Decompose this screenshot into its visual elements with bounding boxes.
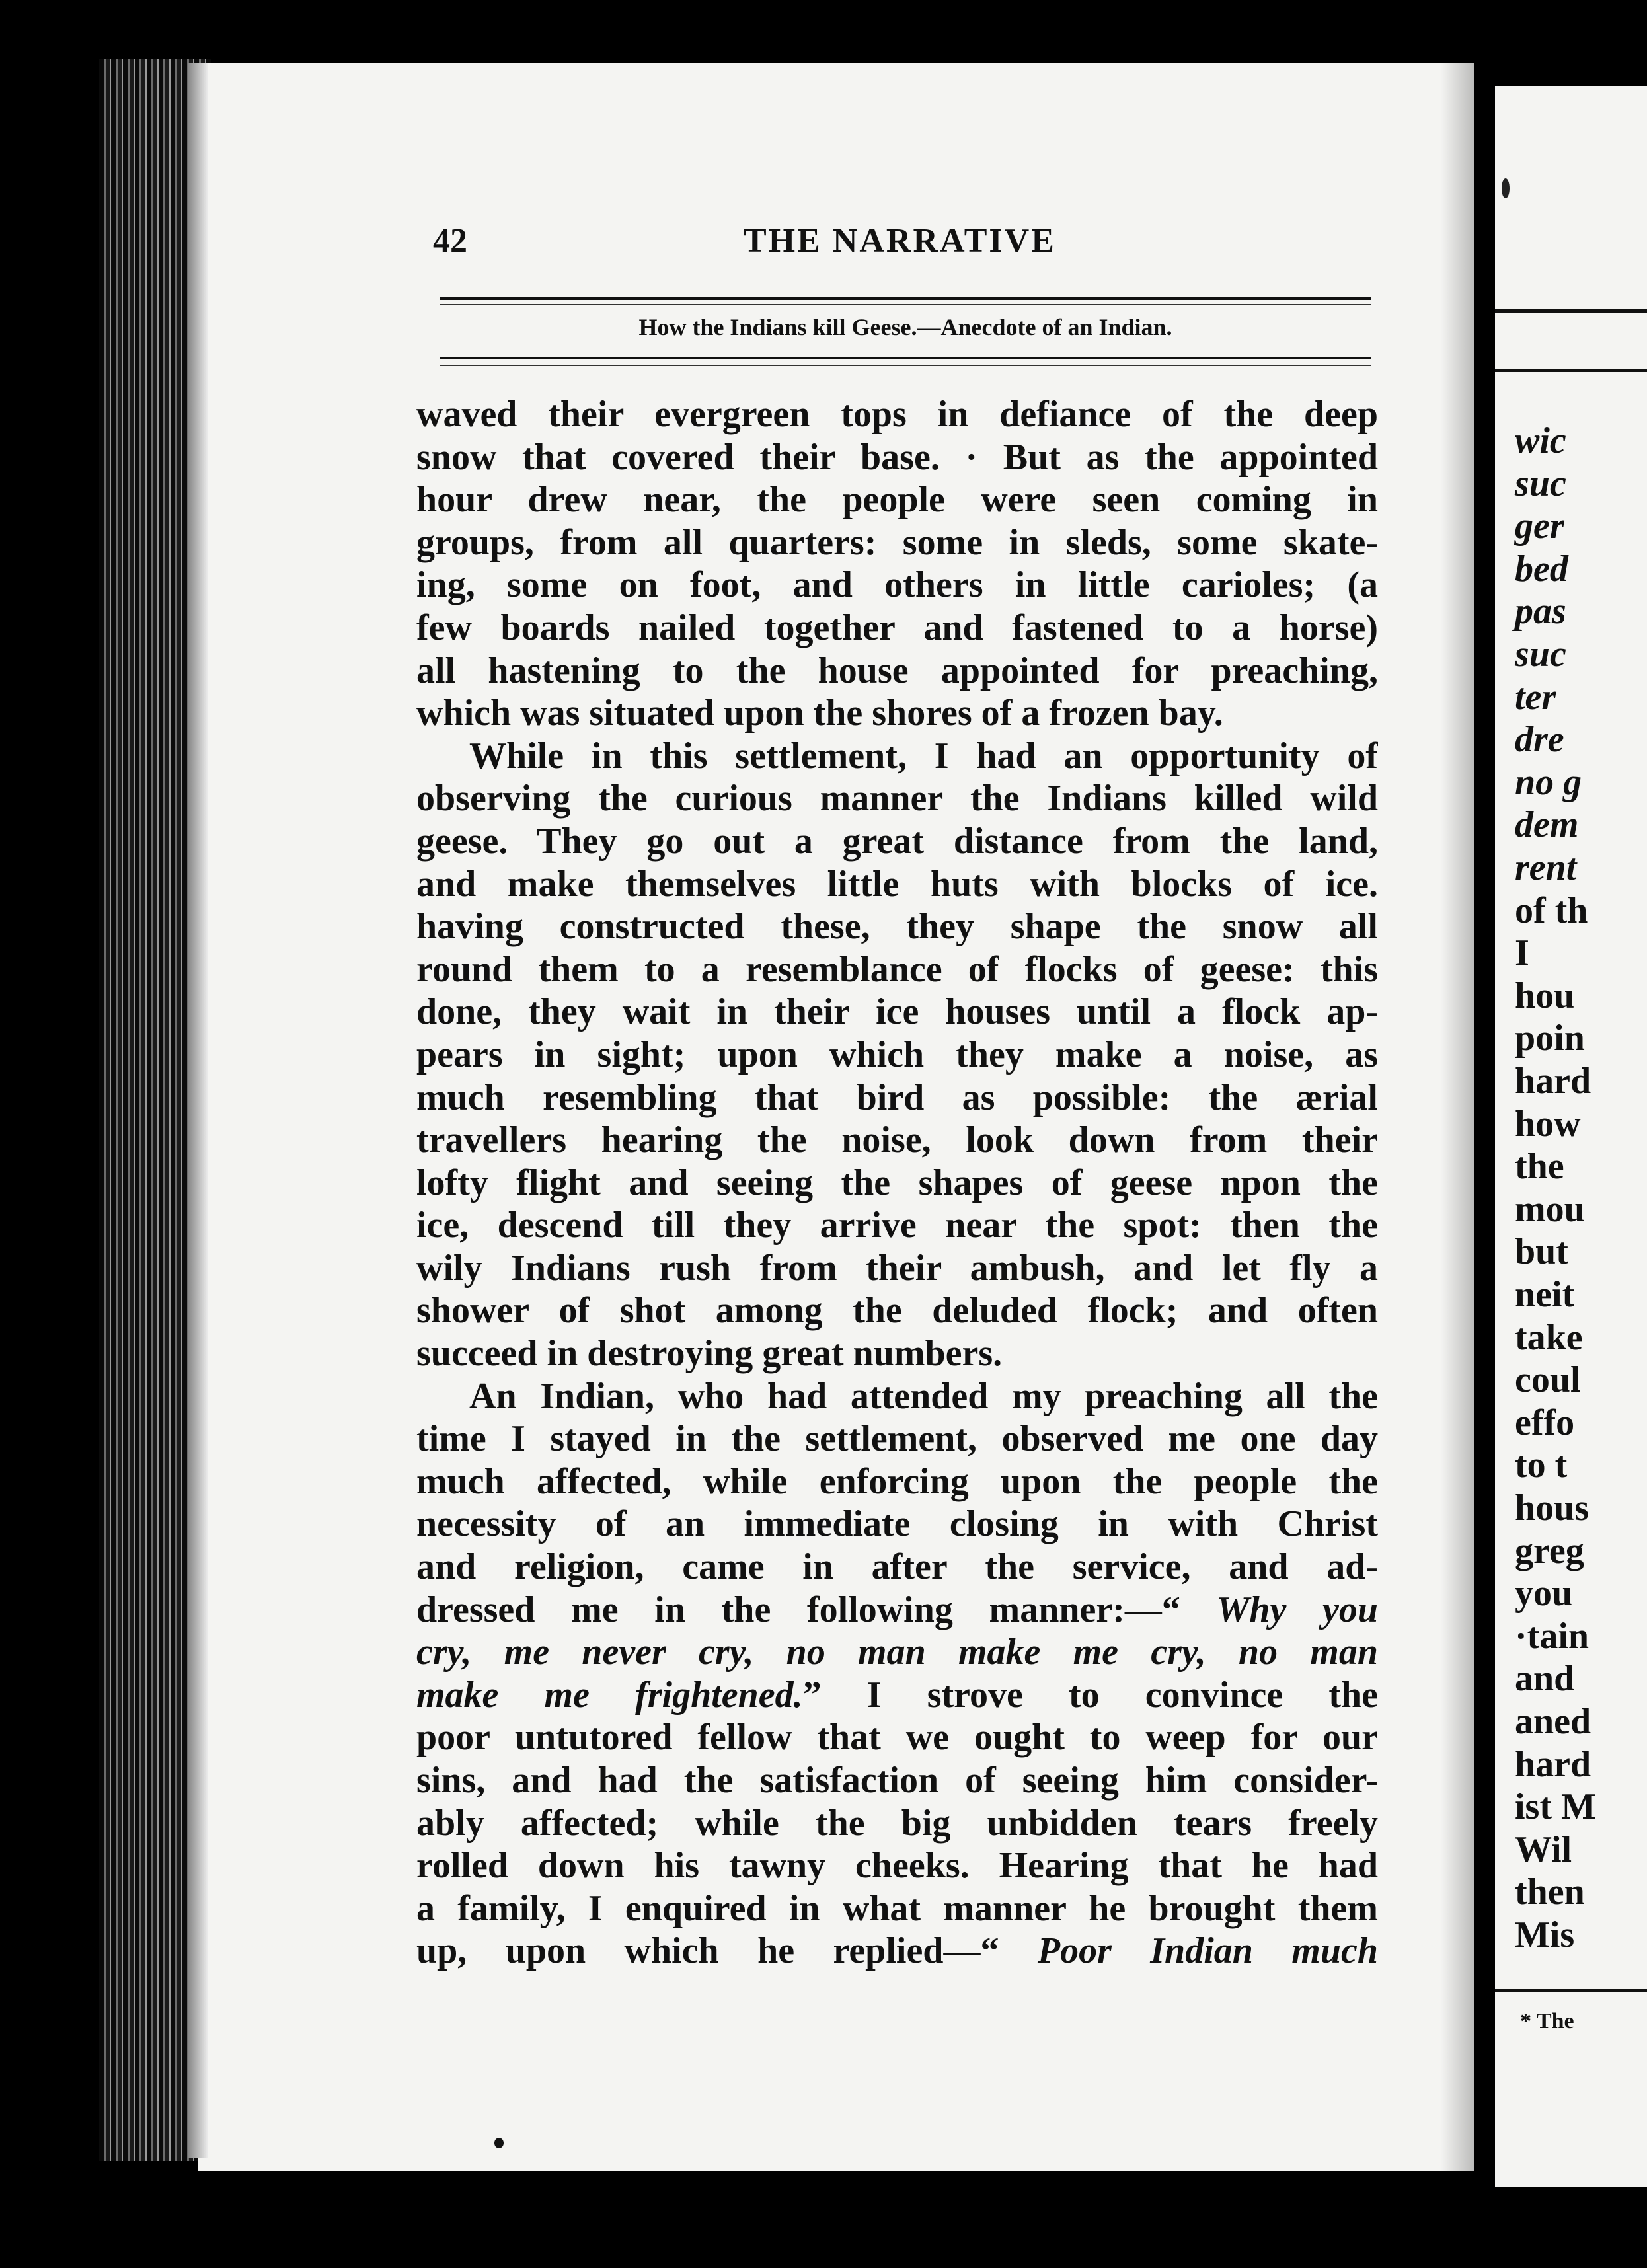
facing-page-line: ·tain bbox=[1515, 1615, 1590, 1657]
facing-page-line: hard bbox=[1515, 1743, 1591, 1785]
facing-page-line: greg bbox=[1515, 1530, 1584, 1571]
text-segment: dressed me in the following manner:—“ bbox=[416, 1589, 1217, 1630]
text-line bbox=[416, 1674, 1378, 1717]
text-line: rolled down his tawny cheeks. Hearing that he had bbox=[416, 1845, 1378, 1887]
facing-page-line: of th bbox=[1515, 889, 1588, 931]
facing-page-line: take bbox=[1515, 1316, 1583, 1358]
text-line: ice, descend till they arrive near the spot: then the bbox=[416, 1205, 1378, 1246]
text-line: done, they wait in their ice houses until a flock ap- bbox=[416, 991, 1378, 1033]
page-fold-shadow bbox=[1441, 63, 1477, 2171]
header-rule-bottom bbox=[440, 357, 1371, 359]
text-line: shower of shot among the deluded flock; and often bbox=[416, 1290, 1378, 1332]
header-rule-bottom-thin bbox=[440, 365, 1371, 366]
text-line: geese. They go out a great distance from the land, bbox=[416, 820, 1378, 862]
facing-page-line: suc bbox=[1515, 634, 1566, 675]
text-segment: up, upon which he replied—“ bbox=[416, 1930, 1038, 1972]
facing-page-line: I bbox=[1515, 932, 1529, 974]
text-line: having constructed these, they shape the snow all bbox=[416, 906, 1378, 948]
text-line: which was situated upon the shores of a frozen bay. bbox=[416, 693, 1223, 734]
facing-page-line: ist M bbox=[1515, 1786, 1596, 1828]
italic-quote: Why you bbox=[1216, 1589, 1378, 1630]
text-line: much affected, while enforcing upon the people the bbox=[416, 1460, 1378, 1502]
facing-page-line: dre bbox=[1515, 719, 1564, 761]
text-line: time I stayed in the settlement, observed me one day bbox=[416, 1418, 1378, 1460]
facing-page-line: effo bbox=[1515, 1402, 1575, 1443]
header-rule-top-thin bbox=[440, 304, 1371, 305]
facing-page-mark bbox=[1502, 178, 1510, 198]
text-line: observing the curious manner the Indians killed wild bbox=[416, 778, 1378, 819]
text-line: An Indian, who had attended my preaching all the bbox=[469, 1375, 1378, 1417]
text-line bbox=[416, 1631, 1378, 1674]
facing-page-line: hous bbox=[1515, 1488, 1590, 1529]
header-rule-top bbox=[440, 297, 1371, 300]
facing-page-line: mou bbox=[1515, 1188, 1585, 1230]
facing-page-line: coul bbox=[1515, 1359, 1581, 1401]
facing-page-line: rent bbox=[1515, 847, 1577, 888]
facing-page-line: poin bbox=[1515, 1018, 1585, 1059]
facing-page bbox=[1495, 86, 1647, 2187]
facing-page-line: ger bbox=[1515, 506, 1564, 547]
facing-page-line: and bbox=[1515, 1658, 1575, 1700]
text-line: ing, some on foot, and others in little carioles; (a bbox=[416, 564, 1378, 606]
text-line: ably affected; while the big unbidden tears freely bbox=[416, 1802, 1378, 1844]
text-line: snow that covered their base. · But as the appointed bbox=[416, 436, 1378, 478]
page-gutter bbox=[188, 63, 208, 2158]
italic-quote: cry, me never cry, no man make me cry, no man bbox=[416, 1632, 1378, 1673]
facing-page-line: neit bbox=[1515, 1274, 1575, 1315]
text-line: hour drew near, the people were seen coming in bbox=[416, 479, 1378, 521]
footnote-rule bbox=[1495, 1989, 1647, 1992]
facing-page-line: bed bbox=[1515, 548, 1568, 589]
facing-page-footnote: * The bbox=[1520, 2009, 1574, 2033]
text-line: sins, and had the satisfaction of seeing him consider- bbox=[416, 1760, 1378, 1801]
text-line: poor untutored fellow that we ought to weep for our bbox=[416, 1717, 1378, 1758]
text-line: succeed in destroying great numbers. bbox=[416, 1333, 1003, 1375]
facing-page-line: pas bbox=[1515, 591, 1566, 632]
text-line: necessity of an immediate closing in with Christ bbox=[416, 1503, 1378, 1545]
text-line: much resembling that bird as possible: the ærial bbox=[416, 1077, 1378, 1118]
facing-page-line: Wil bbox=[1515, 1829, 1572, 1870]
facing-page-line: you bbox=[1515, 1573, 1573, 1614]
text-segment: ” I strove to convince the bbox=[802, 1674, 1378, 1716]
text-line: wily Indians rush from their ambush, and let fly a bbox=[416, 1247, 1378, 1289]
running-head: THE NARRATIVE bbox=[744, 222, 1056, 260]
facing-page-rule bbox=[1495, 369, 1647, 372]
facing-page-line: to t bbox=[1515, 1445, 1568, 1486]
text-line: travellers hearing the noise, look down from their bbox=[416, 1119, 1378, 1161]
body-text bbox=[416, 393, 1378, 1973]
text-line bbox=[416, 1930, 1378, 1973]
text-line: all hastening to the house appointed for preaching, bbox=[416, 650, 1378, 691]
facing-page-line: how bbox=[1515, 1103, 1581, 1145]
text-line: pears in sight; upon which they make a noise, as bbox=[416, 1034, 1378, 1075]
facing-page-line: Mis bbox=[1515, 1914, 1575, 1955]
facing-page-rule bbox=[1495, 309, 1647, 313]
text-line: waved their evergreen tops in defiance of the deep bbox=[416, 394, 1378, 435]
section-subhead: How the Indians kill Geese.—Anecdote of an Indian. bbox=[638, 314, 1172, 340]
text-line: While in this settlement, I had an opportunity of bbox=[469, 735, 1378, 776]
facing-page-line: but bbox=[1515, 1231, 1568, 1273]
facing-page-line: hou bbox=[1515, 975, 1575, 1016]
page-number: 42 bbox=[433, 222, 467, 260]
facing-page-line: wic bbox=[1515, 420, 1566, 461]
facing-page-line: then bbox=[1515, 1871, 1585, 1913]
text-line: round them to a resemblance of flocks of geese: this bbox=[416, 948, 1378, 990]
facing-page-line: hard bbox=[1515, 1061, 1591, 1102]
text-line: lofty flight and seeing the shapes of geese npon the bbox=[416, 1162, 1378, 1203]
ink-speck bbox=[494, 2138, 504, 2148]
text-line bbox=[416, 1589, 1378, 1632]
text-line: few boards nailed together and fastened to a horse) bbox=[416, 607, 1378, 648]
facing-page-line: the bbox=[1515, 1146, 1564, 1188]
text-line: groups, from all quarters: some in sleds, some skate- bbox=[416, 521, 1378, 563]
facing-page-line: aned bbox=[1515, 1701, 1591, 1742]
facing-page-line: no g bbox=[1515, 761, 1582, 803]
text-line: and make themselves little huts with blocks of ice. bbox=[416, 863, 1378, 905]
text-line: a family, I enquired in what manner he brought them bbox=[416, 1887, 1378, 1929]
italic-quote: Poor Indian much bbox=[1037, 1930, 1378, 1972]
facing-page-line: dem bbox=[1515, 804, 1579, 846]
italic-quote: make me frightened. bbox=[416, 1674, 803, 1716]
text-line: and religion, came in after the service, and ad- bbox=[416, 1546, 1378, 1588]
facing-page-line: ter bbox=[1515, 676, 1556, 718]
facing-page-line: suc bbox=[1515, 463, 1566, 504]
